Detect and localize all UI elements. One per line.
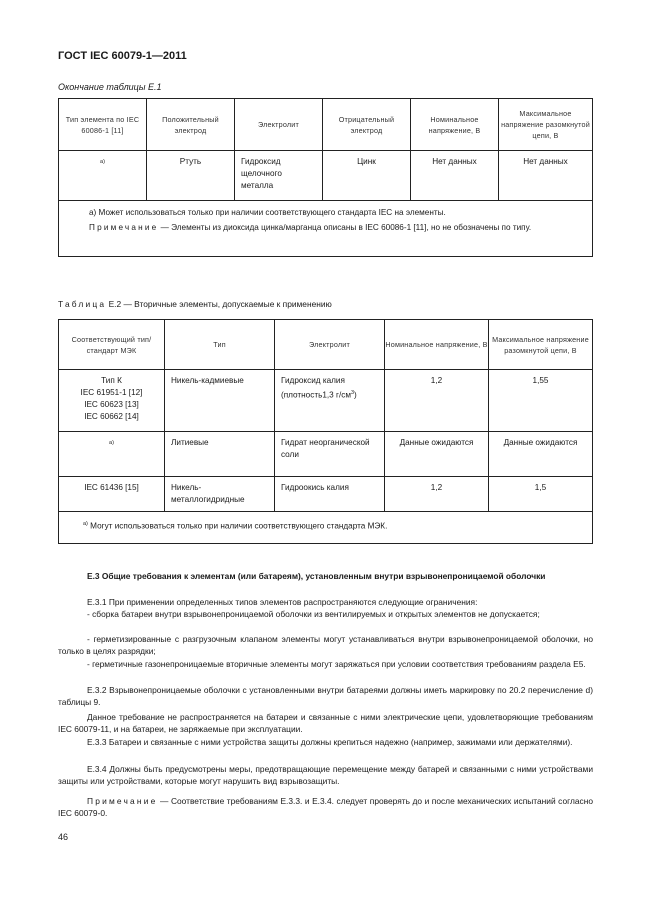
column-header: Электролит	[275, 320, 385, 370]
note-label: Примечание	[87, 796, 158, 806]
table-cell: Нет данных	[499, 151, 593, 201]
table-e1	[58, 98, 593, 257]
paragraph: Е.3.4 Должны быть предусмотрены меры, предотвращающие перемещение между батарей и связанными с ними устройствами защиты или устройствами, которые могут нарушить вид взрывозащиты.	[58, 764, 593, 787]
table-cell: 1,5	[489, 477, 593, 512]
table-cell: Гидрат неорганической соли	[275, 432, 385, 477]
paragraph: - герметичные газонепроницаемые вторичные элементы могут заряжаться при условии соответствия требованиям раздела Е5.	[87, 659, 586, 669]
table-cell	[59, 432, 165, 477]
table-caption	[58, 299, 332, 309]
paragraph: - сборка батареи внутри взрывонепроницаемой оболочки из вентилируемых и открытых элементов не допускается;	[87, 609, 540, 619]
column-header: Соответствующий тип/стандарт МЭК	[59, 320, 165, 370]
table-header-row	[59, 320, 593, 370]
footnote-marker: a)	[109, 440, 114, 446]
table-header-row	[59, 99, 593, 151]
column-header: Номинальное напряжение, В	[411, 99, 499, 151]
column-header: Номинальное напряжение, В	[385, 320, 489, 370]
column-header: Тип	[165, 320, 275, 370]
paragraph: Данное требование не распространяется на батареи и связанные с ними электрические цепи, удовлетворяющие требованиям IEC 60079-11, и на батареи, не заряжаемые при эксплуатации.	[58, 712, 593, 735]
footnote-marker: a)	[83, 521, 88, 527]
table-cell: 1,2	[385, 370, 489, 432]
column-header: Электролит	[235, 99, 323, 151]
table-note	[67, 222, 584, 234]
table-row	[59, 432, 593, 477]
note-label: Примечание	[89, 223, 159, 232]
paragraph: Е.3.2 Взрывонепроницаемые оболочки с установленными внутри батареями должны иметь маркировку по 20.2 перечисление d) таблицы 9.	[58, 685, 593, 708]
table-cell: 1,55	[489, 370, 593, 432]
table-cell: Нет данных	[411, 151, 499, 201]
table-cell	[275, 370, 385, 432]
table-cell: Цинк	[323, 151, 411, 201]
page-number: 46	[58, 832, 69, 842]
paragraph: Е.3.1 При применении определенных типов элементов распространяются следующие ограничения:	[87, 597, 478, 607]
table-cell: 1,2	[385, 477, 489, 512]
electrolyte-text: Гидроксид калия (плотность1,3 г/см	[281, 376, 351, 400]
caption-label: Таблица	[58, 299, 107, 309]
table-row	[59, 370, 593, 432]
column-header: Тип элемента по IEC 60086-1 [11]	[59, 99, 147, 151]
table-cell: Гидроокись калия	[275, 477, 385, 512]
table-cell: Данные ожидаются	[489, 432, 593, 477]
table-cell: Данные ожидаются	[385, 432, 489, 477]
paragraph: Е.3.3 Батареи и связанные с ними устройства защиты должны крепиться надежно (например, зажимами или держателями).	[87, 737, 573, 747]
table-cell: Гидроксид щелочного металла	[235, 151, 323, 201]
table-cell	[59, 370, 165, 432]
table-row	[59, 477, 593, 512]
table-cell: Литиевые	[165, 432, 275, 477]
note-text: — Соответствие требованиям Е.3.3. и Е.3.4. следует проверять до и после механических испытаний согласно IEC 60079-0.	[58, 796, 593, 819]
table-continuation-title: Окончание таблицы Е.1	[58, 82, 162, 92]
table-cell: Ртуть	[147, 151, 235, 201]
section-heading: Е.3 Общие требования к элементам (или батареям), установленным внутри взрывонепроницаемой оболочки	[87, 571, 546, 581]
table-cell: Никель-кадмиевые	[165, 370, 275, 432]
table-notes-row	[59, 201, 593, 257]
superscript: 3	[350, 390, 355, 396]
footnote-marker: a)	[100, 159, 105, 165]
paragraph: - герметизированные с разгрузочным клапаном элементы могут устанавливаться внутри взрывонепроницаемой оболочки, но только в целях разрядки;	[58, 634, 593, 657]
document-header: ГОСТ IEC 60079-1—2011	[58, 50, 187, 62]
table-e2	[58, 319, 593, 544]
column-header: Максимальное напряжение разомкнутой цепи, В	[499, 99, 593, 151]
table-cell: IEC 61436 [15]	[59, 477, 165, 512]
caption-text: Е.2 — Вторичные элементы, допускаемые к применению	[108, 299, 332, 309]
table-notes-row	[59, 512, 593, 544]
table-cell	[59, 151, 147, 201]
table-footnote	[83, 518, 584, 533]
table-cell: Никель-металлогидридные	[165, 477, 275, 512]
note-text: — Элементы из диоксида цинка/марганца описаны в IEC 60086-1 [11], но не обозначены по типу.	[158, 223, 532, 232]
section-note	[58, 795, 593, 819]
column-header: Отрицательный электрод	[323, 99, 411, 151]
table-footnote: а) Может использоваться только при наличии соответствующего стандарта IEC на элементы.	[89, 208, 446, 217]
standard-line: IEC 60662 [14]	[84, 412, 139, 421]
standard-line: IEC 60623 [13]	[84, 400, 139, 409]
column-header: Максимальное напряжение разомкнутой цепи, В	[489, 320, 593, 370]
standard-line: Тип К	[101, 376, 122, 385]
table-row	[59, 151, 593, 201]
footnote-text: Могут использоваться только при наличии соответствующего стандарта МЭК.	[87, 521, 388, 531]
electrolyte-text-end: )	[354, 390, 357, 400]
standard-line: IEC 61951-1 [12]	[80, 388, 143, 397]
column-header: Положительный электрод	[147, 99, 235, 151]
